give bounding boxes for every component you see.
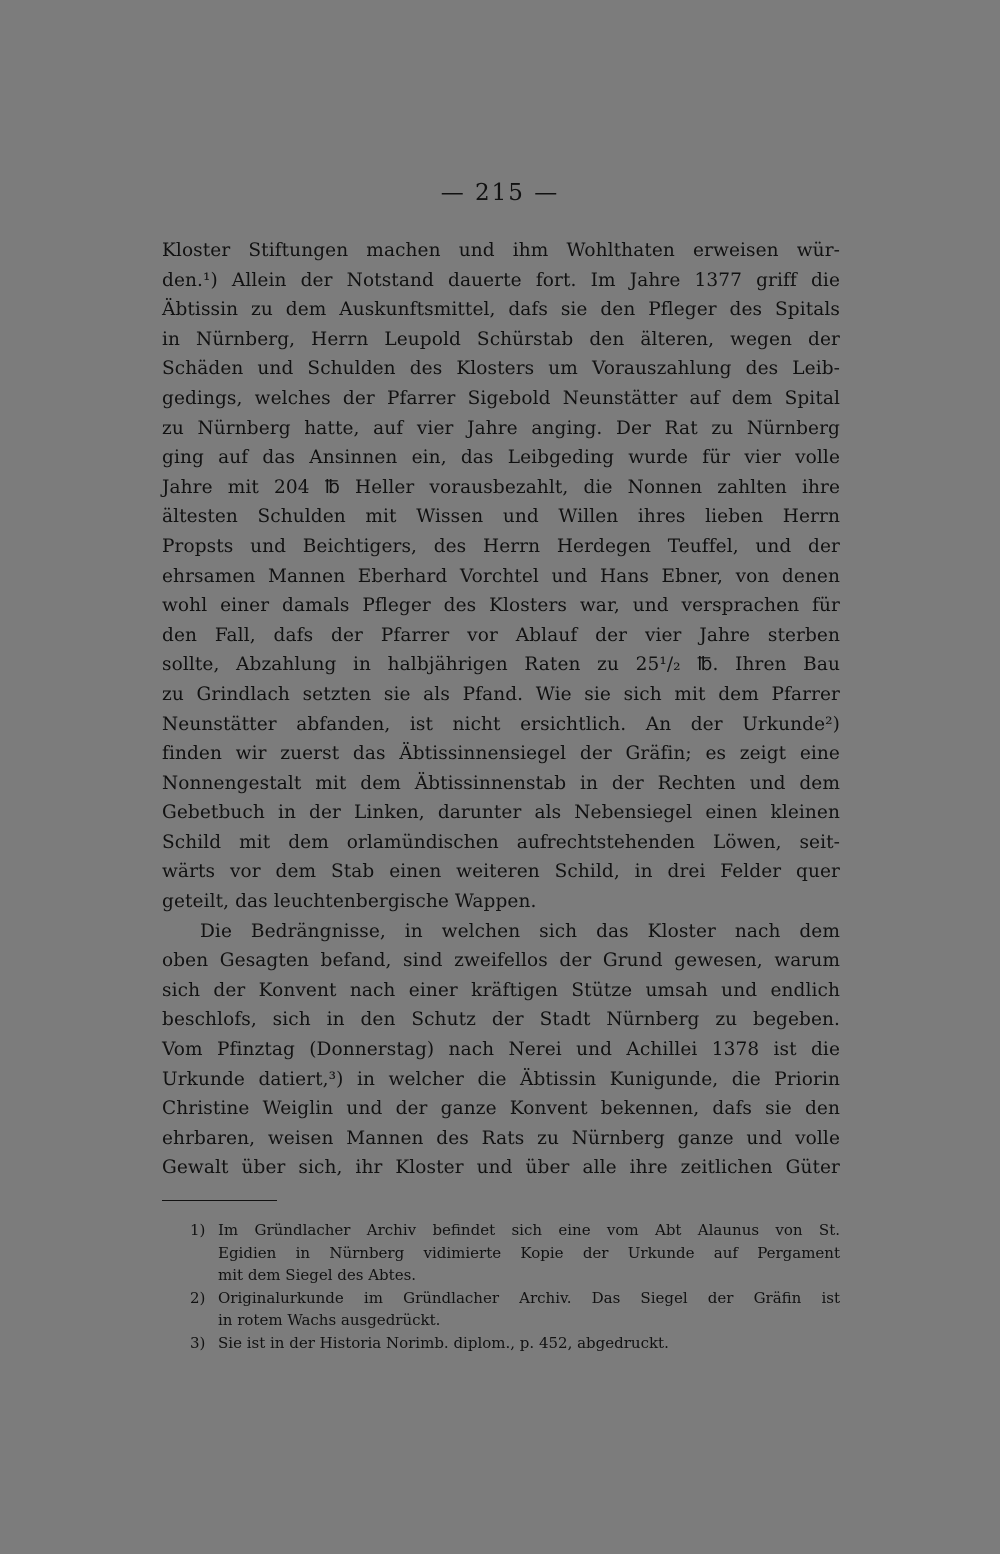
text-line: Urkunde datiert,³) in welcher die Äbtissin Kunigunde, die Priorin xyxy=(162,1068,840,1090)
footnote-text: Sie ist in der Historia Norimb. diplom., p. 452, abgedruckt. xyxy=(218,1333,669,1352)
text-line: ältesten Schulden mit Wissen und Willen ihres lieben Herrn xyxy=(162,506,840,528)
text-line: geteilt, das leuchtenbergische Wappen. xyxy=(162,891,537,913)
text-line: wohl einer damals Pfleger des Klosters war, und versprachen für xyxy=(162,595,840,617)
footnote-line: Egidien in Nürnberg vidimierte Kopie der Urkunde auf Pergament xyxy=(218,1243,840,1262)
text-line: Propsts und Beichtigers, des Herrn Herdegen Teuffel, und der xyxy=(162,535,840,557)
text-line: Nonnengestalt mit dem Äbtissinnenstab in der Rechten und dem xyxy=(162,772,840,794)
footnote-line: mit dem Siegel des Abtes. xyxy=(218,1266,417,1284)
footnote-marker: 3) xyxy=(190,1333,206,1352)
text-line: sich der Konvent nach einer kräftigen Stütze umsah und endlich xyxy=(162,979,840,1001)
text-line: Christine Weiglin und der ganze Konvent bekennen, dafs sie den xyxy=(162,1098,840,1120)
body-text xyxy=(162,236,840,1183)
footnote-line xyxy=(190,1332,840,1355)
footnote-divider xyxy=(162,1200,277,1201)
text-line: Jahre mit 204 ℔ Heller vorausbezahlt, die Nonnen zahlten ihre xyxy=(162,476,840,498)
text-line: Schäden und Schulden des Klosters um Vorauszahlung des Leib- xyxy=(162,358,840,380)
text-line: den Fall, dafs der Pfarrer vor Ablauf der vier Jahre sterben xyxy=(162,624,840,646)
text-line: Vom Pfinztag (Donnerstag) nach Nerei und Achillei 1378 ist die xyxy=(162,1039,840,1061)
text-line: Gewalt über sich, ihr Kloster und über alle ihre zeitlichen Güter xyxy=(162,1157,840,1179)
footnotes xyxy=(190,1219,840,1354)
text-line: gedings, welches der Pfarrer Sigebold Neunstätter auf dem Spital xyxy=(162,387,840,409)
text-line: oben Gesagten befand, sind zweifellos der Grund gewesen, warum xyxy=(162,950,840,972)
text-line: in Nürnberg, Herrn Leupold Schürstab den älteren, wegen der xyxy=(162,328,840,350)
text-line: ehrbaren, weisen Mannen des Rats zu Nürnberg ganze und volle xyxy=(162,1127,840,1149)
text-line: zu Nürnberg hatte, auf vier Jahre anging. Der Rat zu Nürnberg xyxy=(162,417,840,439)
footnote-marker: 2) xyxy=(190,1288,206,1307)
footnote-marker: 1) xyxy=(190,1221,206,1239)
text-line: Schild mit dem orlamündischen aufrechtstehenden Löwen, seit- xyxy=(162,831,840,853)
text-line: ging auf das Ansinnen ein, das Leibgeding wurde für vier volle xyxy=(162,447,840,469)
text-line: finden wir zuerst das Äbtissinnensiegel der Gräfin; es zeigt eine xyxy=(162,743,840,765)
footnote-line xyxy=(190,1287,840,1310)
text-line: Die Bedrängnisse, in welchen sich das Kloster nach dem xyxy=(200,920,840,942)
text-line: Kloster Stiftungen machen und ihm Wohlthaten erweisen wür- xyxy=(162,240,840,261)
text-line: wärts vor dem Stab einen weiteren Schild, in drei Felder quer xyxy=(162,861,840,883)
text-line: zu Grindlach setzten sie als Pfand. Wie sie sich mit dem Pfarrer xyxy=(162,683,840,705)
footnote-line xyxy=(190,1219,840,1242)
text-line: beschlofs, sich in den Schutz der Stadt Nürnberg zu begeben. xyxy=(162,1009,840,1031)
page-number: — 215 — xyxy=(440,180,560,206)
footnote-text: Originalurkunde im Gründlacher Archiv. Das Siegel der Gräfin ist xyxy=(218,1288,840,1307)
text-line: Neunstätter abfanden, ist nicht ersichtlich. An der Urkunde²) xyxy=(162,713,840,735)
text-line: sollte, Abzahlung in halbjährigen Raten zu 25¹/₂ ℔. Ihren Bau xyxy=(162,654,840,676)
text-line: Gebetbuch in der Linken, darunter als Nebensiegel einen kleinen xyxy=(162,802,840,824)
footnote-line: in rotem Wachs ausgedrückt. xyxy=(218,1311,441,1329)
text-line: den.¹) Allein der Notstand dauerte fort. Im Jahre 1377 griff die xyxy=(162,269,840,291)
footnote-text: Im Gründlacher Archiv befindet sich eine vom Abt Alaunus von St. xyxy=(218,1221,840,1239)
text-line: Äbtissin zu dem Auskunftsmittel, dafs sie den Pfleger des Spitals xyxy=(162,299,840,321)
text-line: ehrsamen Mannen Eberhard Vorchtel und Hans Ebner, von denen xyxy=(162,565,840,587)
